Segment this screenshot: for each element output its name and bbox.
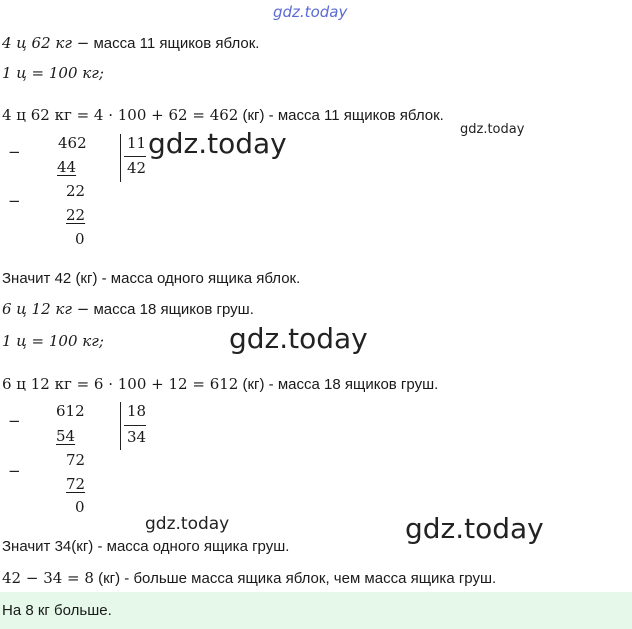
apple-calc-text: (кг) - масса 11 ящиков яблок. [238, 107, 444, 124]
pear-rem1: 72 [66, 451, 86, 469]
pear-conclusion: Значит 34(кг) - масса одного ящика груш. [2, 538, 290, 555]
pear-quotient: 34 [127, 428, 147, 446]
apple-given-text: масса 11 ящиков яблок. [89, 35, 260, 52]
pear-conversion: 1 ц = 100 кг; [2, 332, 104, 350]
pear-given-text: масса 18 ящиков груш. [89, 301, 254, 318]
difference-text: (кг) - больше масса ящика яблок, чем масса ящика груш. [93, 570, 497, 587]
apple-calc-math: 4 ц 62 кг = 4 · 100 + 62 = 462 [2, 106, 239, 124]
pear-division-bar [120, 402, 121, 450]
difference-line [2, 569, 496, 587]
apple-dividend: 462 [58, 134, 87, 152]
pear-given-line [2, 300, 254, 318]
pear-given-math: 6 ц 12 кг − [2, 300, 90, 318]
watermark-bottom-left: gdz.today [145, 514, 230, 534]
pear-calc-text: (кг) - масса 18 ящиков груш. [238, 376, 439, 393]
watermark-small-right: gdz.today [460, 122, 525, 137]
watermark-apple: gdz.today [148, 127, 287, 160]
watermark-pear: gdz.today [229, 322, 368, 355]
difference-math: 42 − 34 = 8 [2, 569, 94, 587]
apple-sub2: 22 [66, 206, 86, 224]
pear-sub2: 72 [66, 475, 86, 493]
watermark-top: gdz.today [273, 3, 348, 21]
apple-given-math: 4 ц 62 кг − [2, 34, 90, 52]
apple-division-line [124, 156, 146, 157]
apple-division-bar [120, 134, 121, 182]
apple-conclusion: Значит 42 (кг) - масса одного ящика яблок. [2, 270, 301, 287]
apple-minus-1: − [8, 143, 21, 161]
apple-conversion: 1 ц = 100 кг; [2, 64, 104, 82]
pear-calc-line [2, 375, 438, 393]
apple-quotient: 42 [127, 159, 147, 177]
apple-minus-2: − [8, 192, 21, 210]
apple-rem2: 0 [75, 230, 85, 248]
apple-divisor: 11 [127, 134, 147, 152]
answer-box [0, 592, 632, 629]
apple-rem1: 22 [66, 182, 86, 200]
apple-sub1: 44 [57, 158, 77, 176]
answer-text: На 8 кг больше. [2, 602, 112, 619]
pear-calc-math: 6 ц 12 кг = 6 · 100 + 12 = 612 [2, 375, 239, 393]
pear-sub1: 54 [56, 427, 76, 445]
pear-rem2: 0 [75, 498, 85, 516]
apple-given-line [2, 34, 259, 52]
watermark-bottom-right: gdz.today [405, 512, 544, 545]
pear-minus-2: − [8, 462, 21, 480]
pear-minus-1: − [8, 412, 21, 430]
pear-divisor: 18 [127, 402, 147, 420]
apple-calc-line [2, 106, 444, 124]
pear-dividend: 612 [56, 402, 85, 420]
pear-division-line [124, 425, 146, 426]
